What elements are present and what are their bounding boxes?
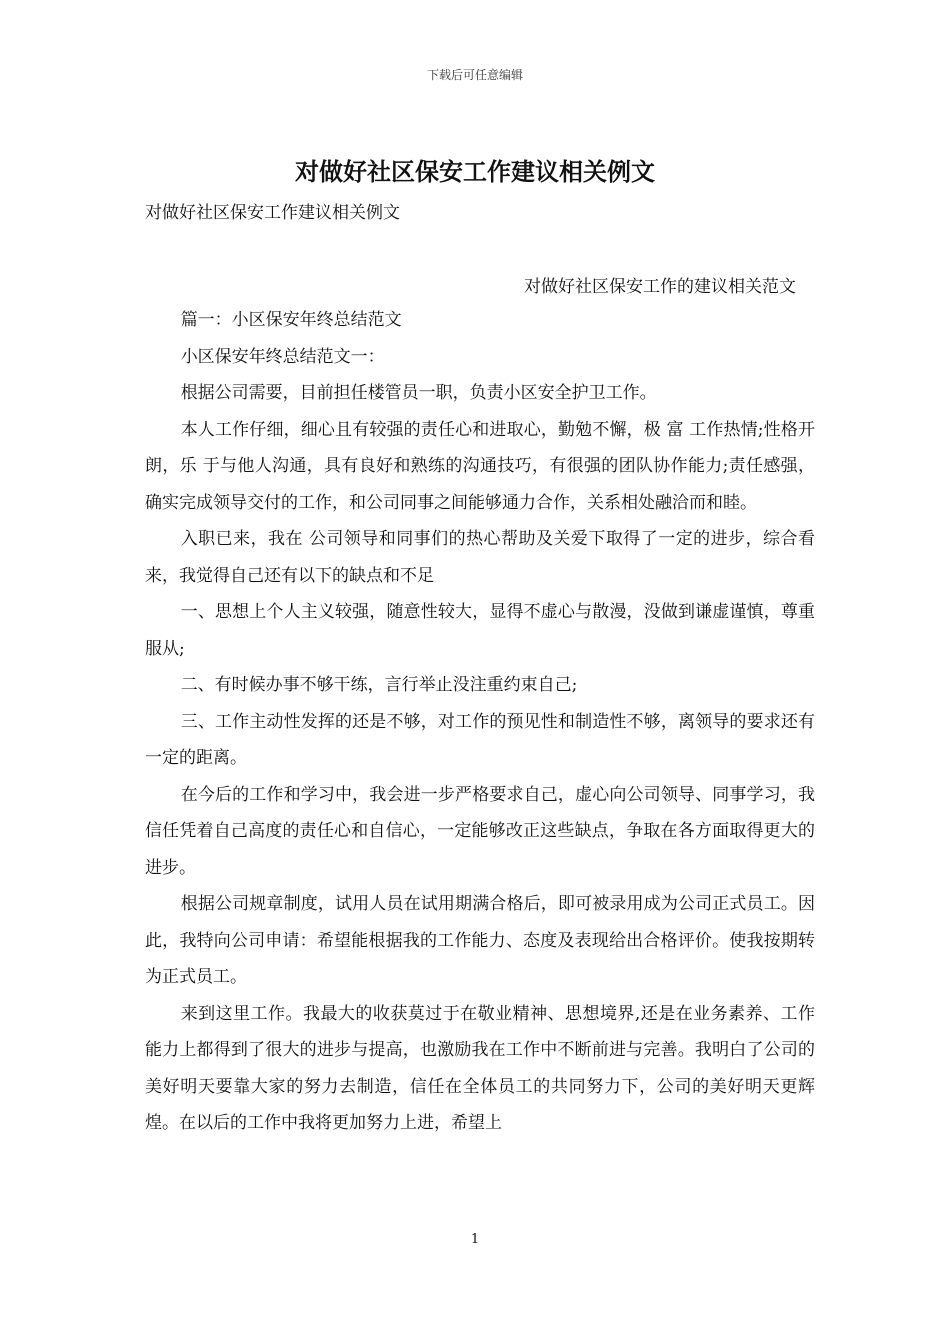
paragraph-9: 在今后的工作和学习中，我会进一步严格要求自己，虚心向公司领导、同事学习，我信任凭着自己高度的责任心和自信心，一定能够改正这些缺点，争取在各方面取得更大的进步。	[145, 784, 815, 878]
paragraph-7: 二、有时候办事不够干练，言行举止没注重约束自己;	[180, 675, 578, 695]
paragraph-1: 篇一：小区保安年终总结范文	[180, 310, 402, 330]
paragraph-2: 小区保安年终总结范文一：	[180, 346, 385, 367]
paragraph-10: 根据公司规章制度，试用人员在试用期满合格后，即可被录用成为公司正式员工。因此，我特向公司申请：希望能根据我的工作能力、态度及表现给出合格评价。使我按期转为正式员工。	[145, 894, 815, 987]
header-note: 下载后可任意编辑	[426, 68, 523, 82]
paragraph-8: 三、工作主动性发挥的还是不够，对工作的预见性和制造性不够，离领导的要求还有一定的距离。	[145, 711, 815, 768]
document-title: 对做好社区保安工作建议相关例文	[295, 158, 655, 186]
paragraph-6: 一、思想上个人主义较强，随意性较大，显得不虚心与散漫，没做到谦虚谨慎，尊重服从;	[145, 602, 815, 659]
paragraph-3: 根据公司需要，目前担任楼管员一职，负责小区安全护卫工作。	[180, 383, 657, 403]
document-subtitle: 对做好社区保安工作建议相关例文	[145, 203, 400, 223]
document-body	[145, 302, 815, 1142]
page-number: 1	[470, 1232, 480, 1247]
paragraph-5: 入职已来，我在 公司领导和同事们的热心帮助及关爱下取得了一定的进步，综合看来，我觉得自己还有以下的缺点和不足	[145, 529, 815, 586]
paragraph-4: 本人工作仔细，细心且有较强的责任心和进取心，勤勉不懈，极 富 工作热情;性格开朗，乐 于与他人沟通，具有良好和熟练的沟通技巧，有很强的团队协作能力;责任感强，确实完成领导交付的工作，和公司同事之间能够通力合作，关系相处融洽而和睦。	[145, 419, 815, 513]
section-heading: 对做好社区保安工作的建议相关范文	[524, 277, 796, 297]
paragraph-11: 来到这里工作。我最大的收获莫过于在敬业精神、思想境界,还是在业务素养、工作能力上都得到了很大的进步与提高，也激励我在工作中不断前进与完善。我明白了公司的美好明天要靠大家的努力去制造，信任在全体员工的共同努力下，公司的美好明天更辉煌。在以后的工作中我将更加努力上进，希望上	[145, 1003, 815, 1133]
